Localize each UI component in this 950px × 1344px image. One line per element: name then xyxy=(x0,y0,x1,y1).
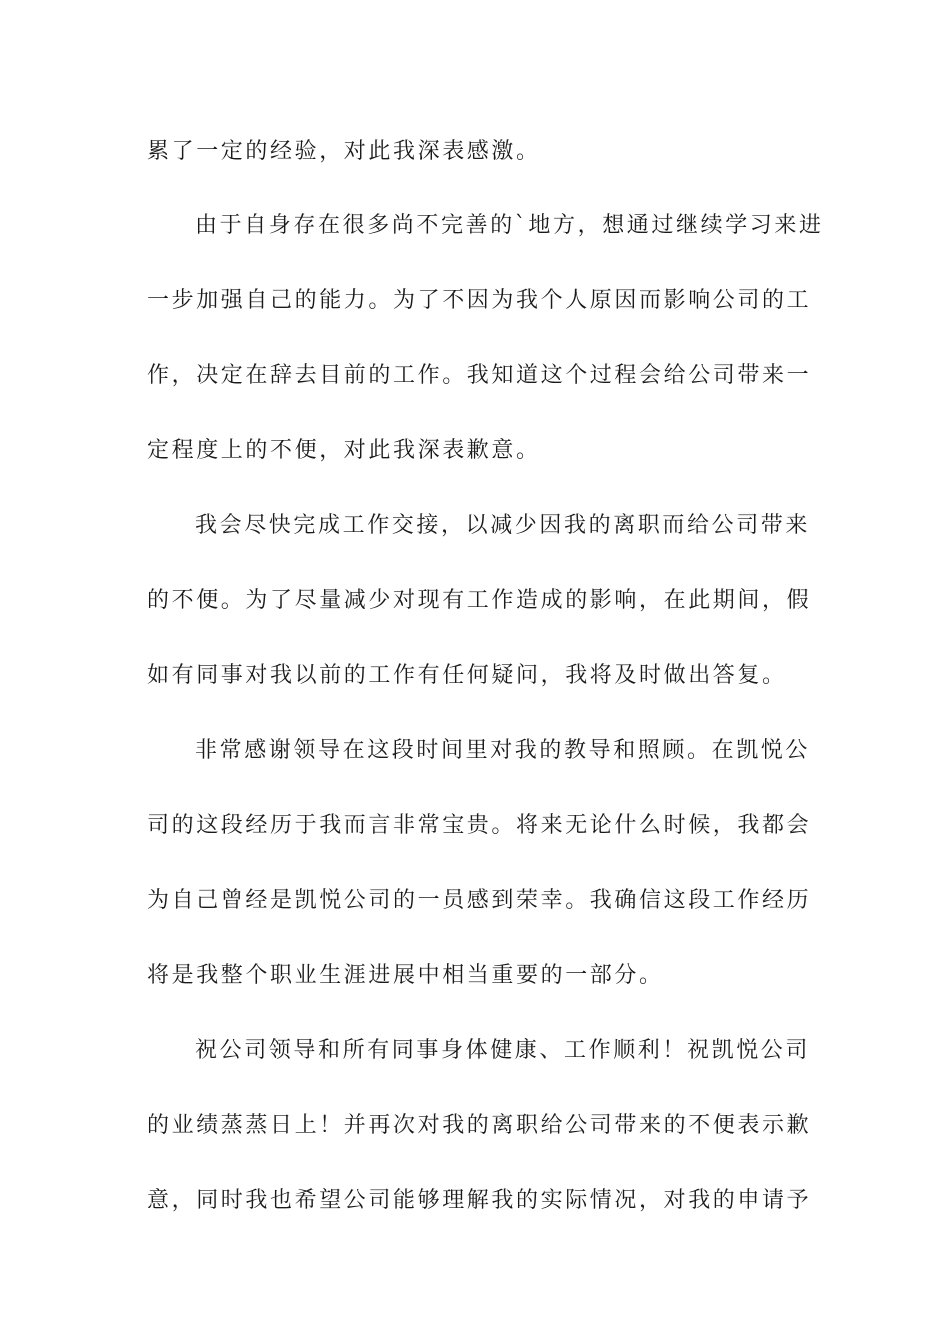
paragraph-2-line-3: 作，决定在辞去目前的工作。我知道这个过程会给公司带来一 xyxy=(147,363,812,388)
paragraph-4-line-3: 为自己曾经是凯悦公司的一员感到荣幸。我确信这段工作经历 xyxy=(147,888,812,913)
paragraph-4-line-1: 非常感谢领导在这段时间里对我的教导和照顾。在凯悦公 xyxy=(195,738,811,763)
paragraph-4-line-4: 将是我整个职业生涯进展中相当重要的一部分。 xyxy=(147,963,664,988)
paragraph-3-line-1: 我会尽快完成工作交接，以减少因我的离职而给公司带来 xyxy=(195,513,811,538)
paragraph-5-line-2: 的业绩蒸蒸日上！并再次对我的离职给公司带来的不便表示歉 xyxy=(147,1113,812,1138)
paragraph-2-line-1: 由于自身存在很多尚不完善的`地方，想通过继续学习来进 xyxy=(195,213,824,238)
paragraph-4-line-2: 司的这段经历于我而言非常宝贵。将来无论什么时候，我都会 xyxy=(147,813,812,838)
paragraph-1-line-1: 累了一定的经验，对此我深表感激。 xyxy=(147,139,541,164)
paragraph-2-line-2: 一步加强自己的能力。为了不因为我个人原因而影响公司的工 xyxy=(147,288,812,313)
paragraph-5-line-3: 意，同时我也希望公司能够理解我的实际情况，对我的申请予 xyxy=(147,1188,812,1213)
paragraph-3-line-2: 的不便。为了尽量减少对现有工作造成的影响，在此期间，假 xyxy=(147,588,812,613)
paragraph-3-line-3: 如有同事对我以前的工作有任何疑问，我将及时做出答复。 xyxy=(147,663,787,688)
paragraph-5-line-1: 祝公司领导和所有同事身体健康、工作顺利！祝凯悦公司 xyxy=(195,1038,811,1063)
paragraph-2-line-4: 定程度上的不便，对此我深表歉意。 xyxy=(147,438,541,463)
